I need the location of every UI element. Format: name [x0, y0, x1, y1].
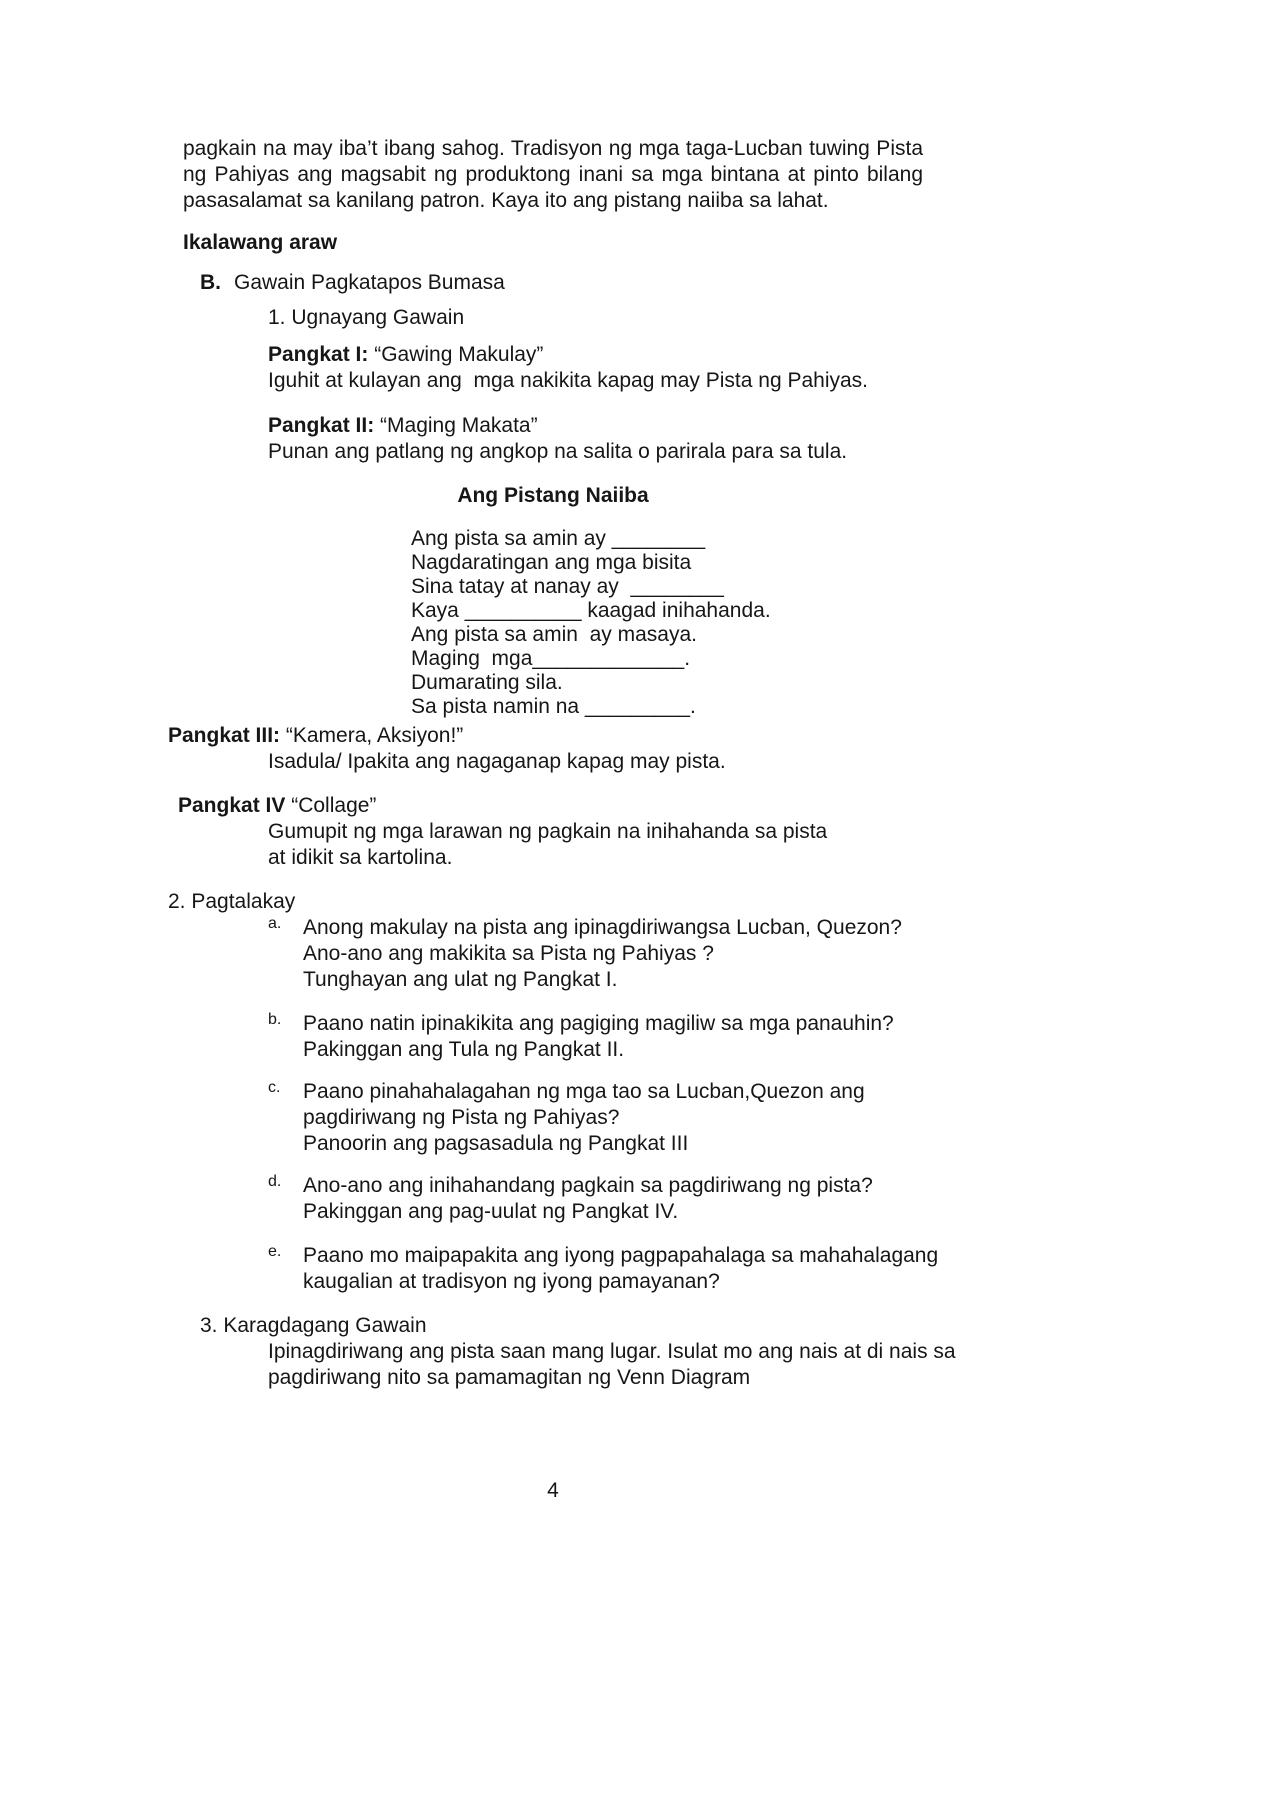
- discussion-item-d: [268, 1173, 1273, 1225]
- item-line: Paano pinahahalagahan ng mga tao sa Lucban,Quezon ang: [303, 1080, 865, 1103]
- section-b-label: B.: [200, 271, 221, 294]
- poem-line: Ang pista sa amin ay ________: [411, 527, 706, 550]
- item-line: Paano mo maipapakita ang iyong pagpapahalaga sa mahahalagang: [303, 1244, 939, 1267]
- poem-line: Sina tatay at nanay ay ________: [411, 575, 724, 598]
- pangkat-2-desc: Punan ang patlang ng angkop na salita o parirala para sa tula.: [268, 440, 848, 463]
- poem-line: Dumarating sila.: [411, 671, 563, 694]
- additional-activity-heading: 3. Karagdagang Gawain: [200, 1314, 427, 1337]
- discussion-item-e: [268, 1243, 1273, 1295]
- pangkat-1-desc: Iguhit at kulayan ang mga nakikita kapag may Pista ng Pahiyas.: [268, 369, 869, 392]
- pangkat-1-heading: [268, 342, 1273, 368]
- item-line: Ano-ano ang inihahandang pagkain sa pagdiriwang ng pista?: [303, 1174, 873, 1197]
- poem: [411, 527, 1273, 719]
- item-letter: d.: [268, 1173, 282, 1190]
- item-letter: a.: [268, 915, 282, 932]
- item-line: Pakinggan ang Tula ng Pangkat II.: [303, 1038, 625, 1061]
- item-line: Panoorin ang pagsasadula ng Pangkat III: [303, 1132, 689, 1155]
- pangkat-1-label: Pangkat I:: [268, 343, 369, 366]
- pangkat-1-block: [268, 342, 1273, 394]
- section-b-title: Gawain Pagkatapos Bumasa: [234, 271, 505, 294]
- intro-paragraph: pagkain na may iba’t ibang sahog. Tradisyon ng mga taga-Lucban tuwing Pista ng Pahiyas ang magsabit ng produktong inani sa mga bintana at pinto bilang pasasalamat sa kanilang patron. Kaya ito ang pistang naiiba sa lahat.: [183, 137, 923, 212]
- item-line: Paano natin ipinakikita ang pagiging magiliw sa mga panauhin?: [303, 1012, 894, 1035]
- poem-line: Maging mga_____________.: [411, 647, 691, 670]
- day-heading: Ikalawang araw: [183, 231, 338, 254]
- additional-activity-text: [268, 1339, 1273, 1391]
- activity-1-heading: 1. Ugnayang Gawain: [268, 306, 465, 329]
- page-number: 4: [547, 1479, 559, 1502]
- discussion-item-a: [268, 915, 1273, 993]
- item-line: pagdiriwang ng Pista ng Pahiyas?: [303, 1106, 620, 1129]
- item-line: Anong makulay na pista ang ipinagdiriwangsa Lucban, Quezon?: [303, 916, 902, 939]
- pangkat-3-desc: Isadula/ Ipakita ang nagaganap kapag may pista.: [268, 750, 726, 773]
- pangkat-4-heading: [178, 793, 1273, 819]
- additional-line: Ipinagdiriwang ang pista saan mang lugar. Isulat mo ang nais at di nais sa: [268, 1340, 956, 1363]
- pangkat-4-desc: [268, 819, 1273, 871]
- pangkat-2-label: Pangkat II:: [268, 414, 375, 437]
- item-text: [303, 915, 902, 993]
- pangkat-4-label: Pangkat IV: [178, 794, 286, 817]
- pangkat-3-label: Pangkat III:: [168, 724, 281, 747]
- item-text: [303, 1011, 894, 1063]
- poem-line: Sa pista namin na _________.: [411, 695, 696, 718]
- pangkat-2-heading: [268, 413, 1273, 439]
- pangkat-4-desc-line: at idikit sa kartolina.: [268, 846, 453, 869]
- item-text: [303, 1243, 938, 1295]
- poem-line: Kaya __________ kaagad inihahanda.: [411, 599, 771, 622]
- pangkat-4-desc-line: Gumupit ng mga larawan ng pagkain na inihahanda sa pista: [268, 820, 828, 843]
- pangkat-2-block: [268, 413, 1273, 465]
- item-text: [303, 1173, 873, 1225]
- pangkat-4-title: “Collage”: [291, 794, 377, 817]
- discussion-item-c: [268, 1079, 1273, 1157]
- item-text: [303, 1079, 865, 1157]
- pangkat-1-title: “Gawing Makulay”: [374, 343, 544, 366]
- poem-line: Ang pista sa amin ay masaya.: [411, 623, 697, 646]
- item-letter: c.: [268, 1079, 281, 1096]
- pangkat-3-heading: [168, 723, 1273, 749]
- item-line: kaugalian at tradisyon ng iyong pamayanan?: [303, 1270, 720, 1293]
- discussion-heading: 2. Pagtalakay: [168, 890, 296, 913]
- discussion-item-b: [268, 1011, 1273, 1063]
- poem-line: Nagdaratingan ang mga bisita: [411, 551, 692, 574]
- section-b-heading: [200, 270, 1273, 296]
- pangkat-2-title: “Maging Makata”: [380, 414, 538, 437]
- item-line: Ano-ano ang makikita sa Pista ng Pahiyas ?: [303, 942, 714, 965]
- poem-title: Ang Pistang Naiiba: [457, 484, 649, 507]
- item-letter: b.: [268, 1011, 282, 1028]
- item-line: Tunghayan ang ulat ng Pangkat I.: [303, 968, 618, 991]
- item-letter: e.: [268, 1243, 282, 1260]
- item-line: Pakinggan ang pag-uulat ng Pangkat IV.: [303, 1200, 679, 1223]
- pangkat-3-title: “Kamera, Aksiyon!”: [285, 724, 464, 747]
- additional-line: pagdiriwang nito sa pamamagitan ng Venn Diagram: [268, 1366, 751, 1389]
